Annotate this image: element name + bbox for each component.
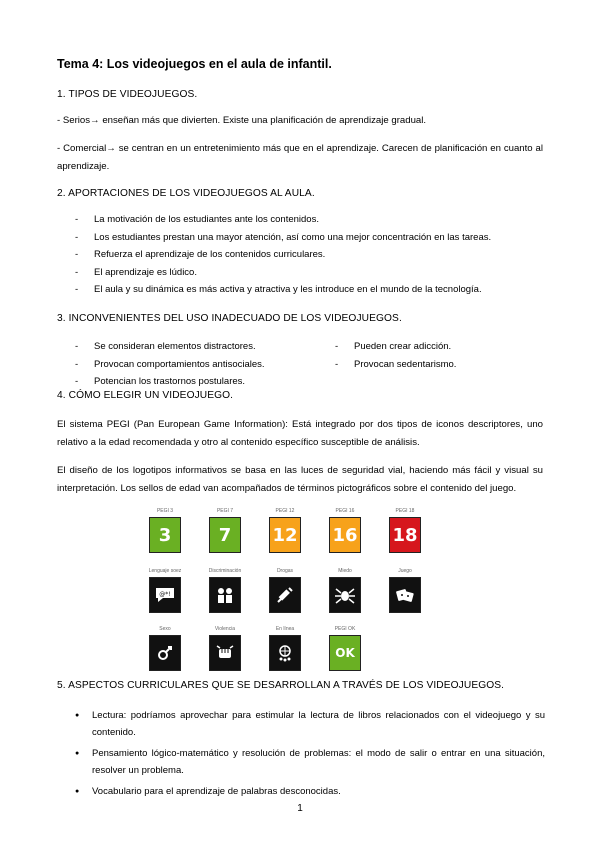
section-2-list [75,211,545,299]
pegi-18-badge [380,508,430,560]
section-1-heading: 1. TIPOS DE VIDEOJUEGOS. [57,89,198,100]
pegi-12-badge [260,508,310,560]
ok-icon [329,635,361,671]
badge-caption: PEGI 7 [216,508,234,514]
badge-caption: Drogas [276,568,294,574]
pegi-16-badge [320,508,370,560]
list-item: ● Pensamiento lógico-matemático y resolución de problemas: el modo de salir o entrar en una situación, resolver un problema. [75,745,545,779]
pegi-bad-language-badge [140,568,190,620]
age-value: 18 [392,524,418,546]
people-icon [213,583,237,607]
list-item: - Se consideran elementos distractores. [75,338,265,356]
list-item: - La motivación de los estudiantes ante los contenidos. [75,211,545,229]
section-3-right-column [335,338,456,373]
badge-caption: Violencia [214,626,236,632]
age-value: 3 [158,524,172,546]
svg-text:@*!: @*! [159,591,171,598]
section-3-left-column [75,338,265,391]
badge-caption: Juego [398,568,412,574]
badge-caption: Sexo [159,626,171,632]
pegi-discrimination-badge [200,568,250,620]
age-value: 12 [272,524,298,546]
section-1-paragraph-serios: - Serios→ enseñan más que divierten. Existe una planificación de aprendizaje gradual. [57,115,427,126]
fist-icon [213,641,237,665]
page-number: 1 [297,803,303,814]
age-value: 7 [218,524,232,546]
list-item: - Los estudiantes prestan una mayor atención, así como una mejor concentración en las tareas. [75,229,545,247]
section-4-paragraph-logos: El diseño de los logotipos informativos se basa en las luces de seguridad vial, haciendo más fácil y visual su interpretación. Los sellos de edad van acompañados de términos pictográficos sobre el contenido del juego. [57,465,543,494]
pegi-gambling-badge [380,568,430,620]
list-item: - Potencian los trastornos postulares. [75,373,265,391]
badge-caption: PEGI 12 [275,508,295,514]
pegi-descriptor-row-1 [140,568,470,620]
list-item: ● Lectura: podríamos aprovechar para estimular la lectura de libros relacionados con el videojuego y su contenido. [75,707,545,741]
list-item: - El aula y su dinámica es más activa y atractiva y les introduce en el mundo de la tecnología. [75,281,545,299]
syringe-icon [273,583,297,607]
list-item: - Provocan comportamientos antisociales. [75,356,265,374]
badge-caption: Lenguaje soez [148,568,182,574]
pegi-age-row [140,508,470,560]
list-item: - Pueden crear adicción. [335,338,456,356]
list-item: ● Vocabulario para el aprendizaje de palabras desconocidas. [75,783,545,800]
dice-icon [393,583,417,607]
badge-caption: PEGI OK [334,626,356,632]
pegi-3-badge [140,508,190,560]
pegi-descriptor-row-2 [140,626,470,678]
section-5-list [75,707,545,804]
spider-icon [333,583,357,607]
pegi-ok-badge [320,626,370,678]
pegi-7-badge [200,508,250,560]
online-icon [273,641,297,665]
page-title: Tema 4: Los videojuegos en el aula de infantil. [57,57,332,71]
pegi-online-badge [260,626,310,678]
section-4-paragraph-pegi: El sistema PEGI (Pan European Game Information): Está integrado por dos tipos de iconos descriptores, uno relativo a la edad recomendada y otro al contenido específico susceptible de análisis. [57,419,543,448]
list-item: - Refuerza el aprendizaje de los contenidos curriculares. [75,246,545,264]
list-item: - El aprendizaje es lúdico. [75,264,545,282]
badge-caption: Discriminación [208,568,242,574]
section-5-heading: 5. ASPECTOS CURRICULARES QUE SE DESARROLLAN A TRAVÉS DE LOS VIDEOJUEGOS. [57,680,505,691]
pegi-fear-badge [320,568,370,620]
speech-bubble-icon [153,583,177,607]
badge-caption: PEGI 3 [156,508,174,514]
badge-caption: En línea [275,626,295,632]
gender-icon [153,641,177,665]
age-value: 16 [332,524,358,546]
section-2-heading: 2. APORTACIONES DE LOS VIDEOJUEGOS AL AULA. [57,188,315,199]
pegi-violence-badge [200,626,250,678]
ok-label: OK [335,646,355,660]
badge-caption: PEGI 16 [335,508,355,514]
section-1-paragraph-comercial: - Comercial→ se centran en un entretenimiento más que en el aprendizaje. Carecen de planificación en cuanto al aprendizaje. [57,143,543,172]
pegi-sex-badge [140,626,190,678]
section-3-heading: 3. INCONVENIENTES DEL USO INADECUADO DE LOS VIDEOJUEGOS. [57,313,402,324]
pegi-drugs-badge [260,568,310,620]
badge-caption: PEGI 18 [395,508,415,514]
badge-caption: Miedo [338,568,352,574]
list-item: - Provocan sedentarismo. [335,356,456,374]
section-4-heading: 4. CÓMO ELEGIR UN VIDEOJUEGO. [57,390,234,401]
